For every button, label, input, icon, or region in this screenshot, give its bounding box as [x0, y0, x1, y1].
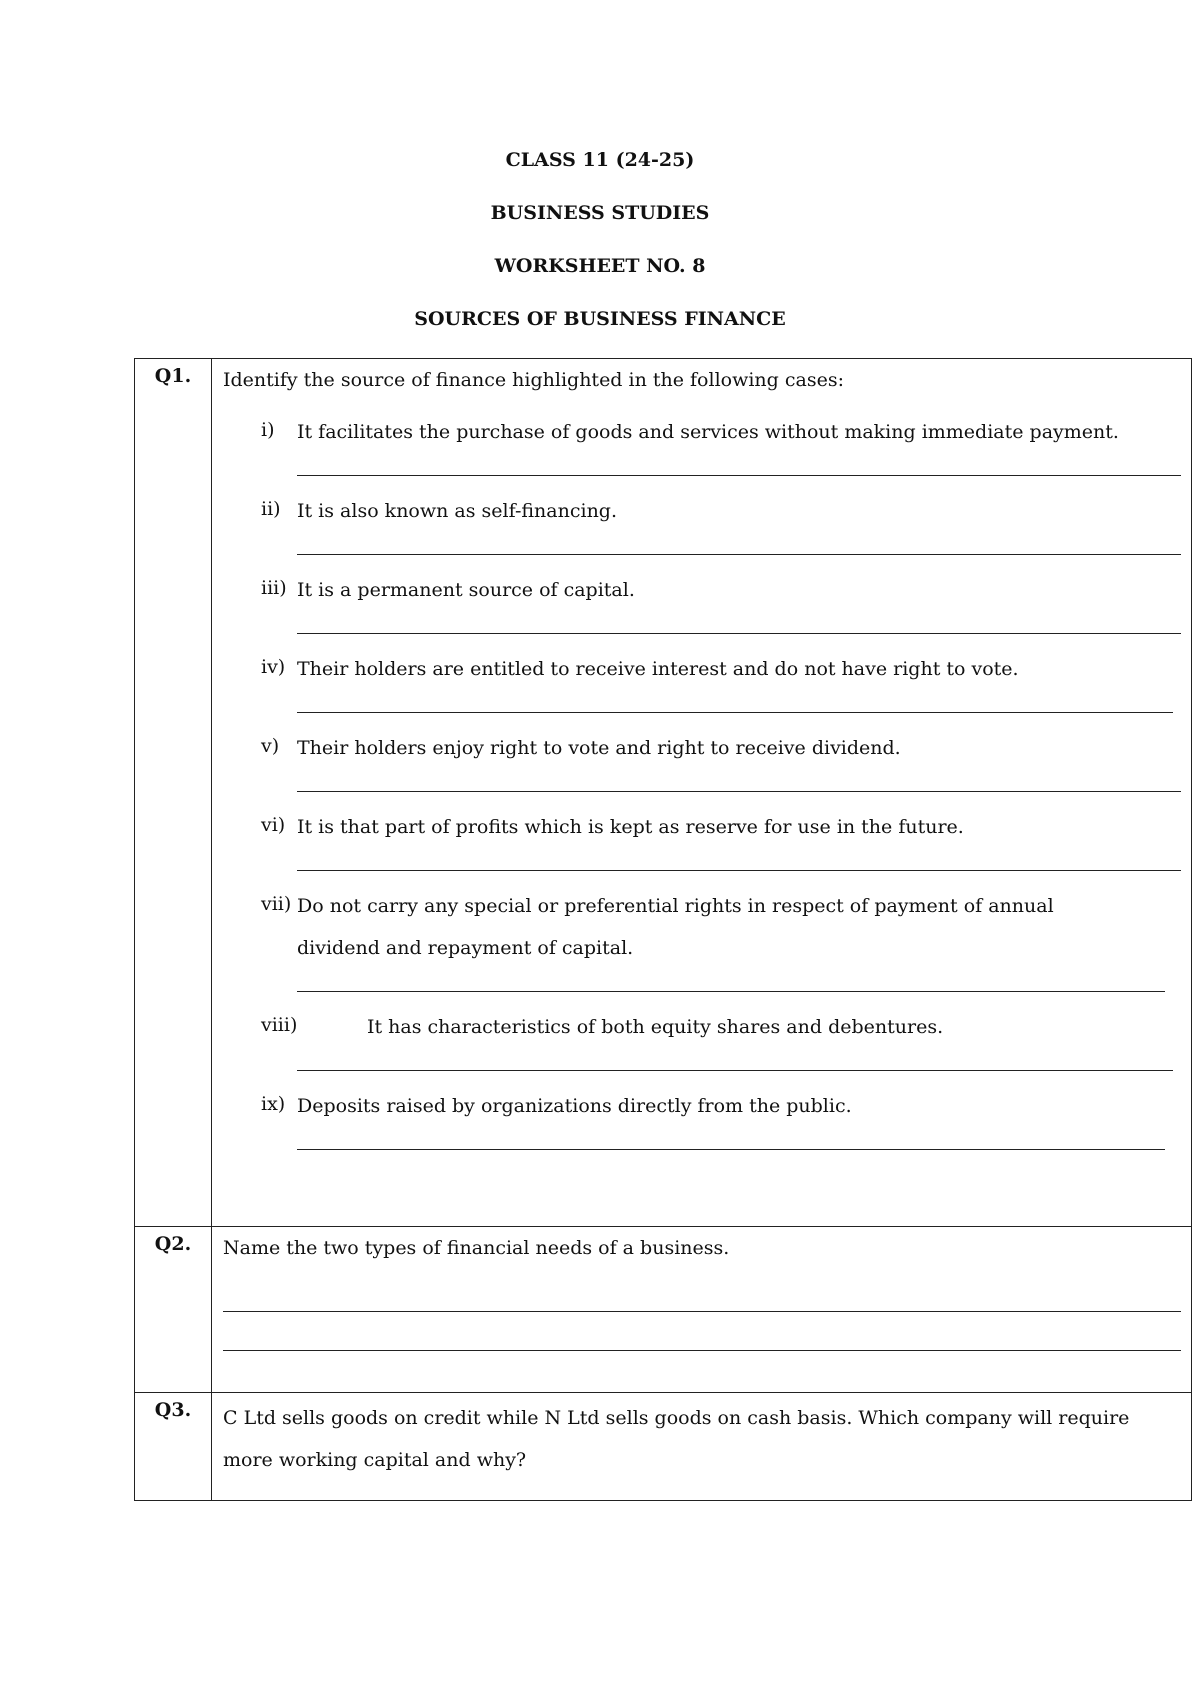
answer-line[interactable] [297, 690, 1173, 713]
sub-question-number: iii) [261, 577, 287, 599]
sub-question-text: It is also known as self-financing. [297, 500, 618, 522]
sub-question-number: vi) [261, 814, 286, 836]
sub-question-number: ix) [261, 1093, 286, 1115]
answer-line[interactable] [297, 453, 1181, 476]
answer-line[interactable] [223, 1273, 1181, 1312]
topic-title: SOURCES OF BUSINESS FINANCE [414, 308, 786, 330]
sub-question-number: viii) [261, 1014, 298, 1036]
sub-question-number: ii) [261, 498, 281, 520]
sub-question-text: Do not carry any special or preferential rights in respect of payment of annual dividend and repayment of capital. [297, 895, 1054, 959]
worksheet-number: WORKSHEET NO. 8 [494, 255, 706, 277]
sub-question [223, 885, 1181, 992]
answer-line[interactable] [297, 611, 1181, 634]
sub-question [223, 411, 1181, 476]
sub-question-text: It is that part of profits which is kept as reserve for use in the future. [297, 816, 964, 838]
answer-line[interactable] [297, 969, 1165, 992]
question-body [212, 1227, 1192, 1393]
sub-question-text: It facilitates the purchase of goods and services without making immediate payment. [297, 421, 1119, 443]
sub-question-number: i) [261, 419, 275, 441]
sub-question [223, 806, 1181, 871]
answer-line[interactable] [223, 1312, 1181, 1351]
question-stem: Identify the source of finance highlighted in the following cases: [223, 369, 844, 391]
sub-question-number: iv) [261, 656, 286, 678]
sub-question [223, 1006, 1181, 1071]
sub-question-number: v) [261, 735, 280, 757]
question-number: Q1. [135, 359, 212, 1227]
question-stem: Name the two types of financial needs of a business. [223, 1237, 730, 1259]
sub-question-text: It is a permanent source of capital. [297, 579, 635, 601]
sub-question [223, 490, 1181, 555]
subject-title: BUSINESS STUDIES [490, 202, 710, 224]
sub-question-number: vii) [261, 893, 292, 915]
sub-question [223, 569, 1181, 634]
sub-question [223, 727, 1181, 792]
worksheet-header [0, 148, 1200, 360]
answer-lines [223, 1273, 1181, 1351]
sub-question [223, 648, 1181, 713]
question-number: Q3. [135, 1393, 212, 1501]
answer-line[interactable] [297, 1127, 1165, 1150]
question-body [212, 1393, 1192, 1501]
class-title: CLASS 11 (24-25) [505, 149, 695, 171]
sub-question [223, 1085, 1181, 1150]
answer-line[interactable] [297, 769, 1181, 792]
question-row-q2 [135, 1227, 1192, 1393]
sub-question-text: Their holders are entitled to receive interest and do not have right to vote. [297, 658, 1019, 680]
answer-line[interactable] [297, 532, 1181, 555]
answer-line[interactable] [297, 848, 1181, 871]
question-table [134, 358, 1192, 1501]
question-stem: C Ltd sells goods on credit while N Ltd sells goods on cash basis. Which company will require more working capital and why? [223, 1407, 1130, 1471]
question-row-q3 [135, 1393, 1192, 1501]
question-body [212, 359, 1192, 1227]
answer-line[interactable] [297, 1048, 1173, 1071]
question-number: Q2. [135, 1227, 212, 1393]
sub-question-text: Their holders enjoy right to vote and right to receive dividend. [297, 737, 901, 759]
question-row-q1 [135, 359, 1192, 1227]
sub-question-text: It has characteristics of both equity shares and debentures. [367, 1016, 944, 1038]
sub-question-text: Deposits raised by organizations directly from the public. [297, 1095, 852, 1117]
